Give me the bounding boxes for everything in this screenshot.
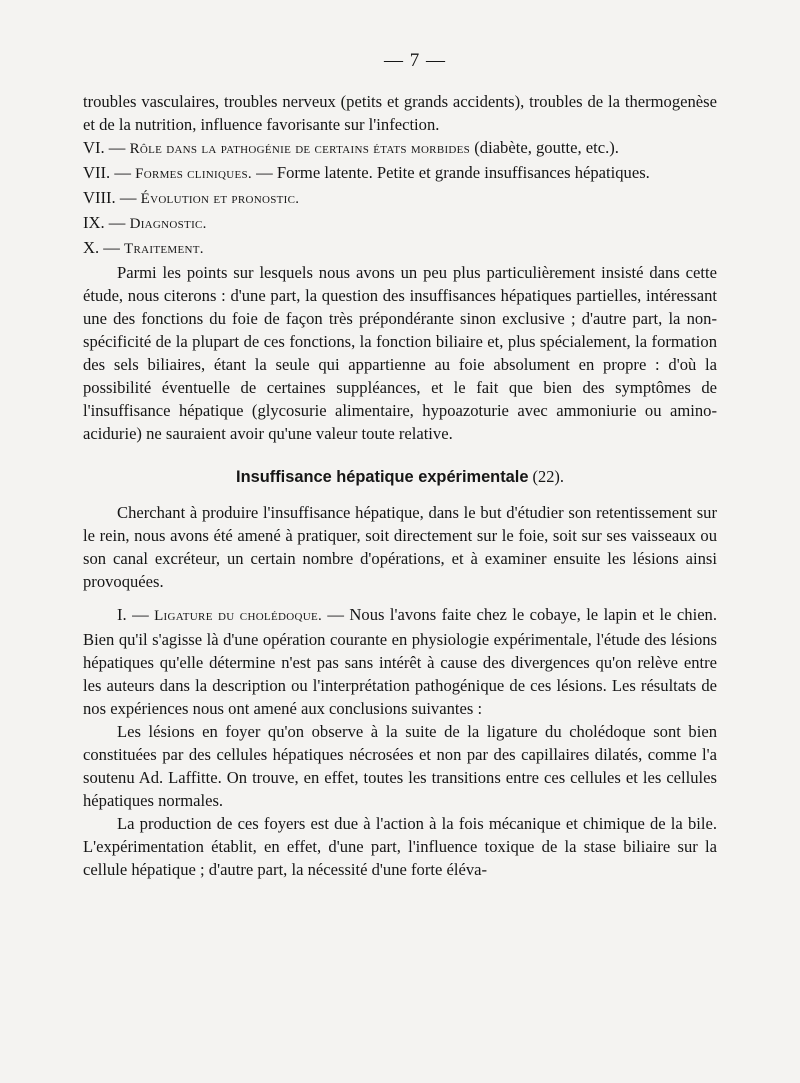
section-paragraph: Cherchant à produire l'insuffisance hépatique, dans le but d'étudier son retentissement sur le rein, nous avons été amené à pratiquer, soit directement sur le foie, soit sur ses vaisseaux ou son canal excréteur, un certain nombre d'opérations, et à examiner ensuite les lésions ainsi provoquées. <box>83 503 717 591</box>
toc-item-viii: VIII. — Évolution et pronostic. <box>83 188 300 207</box>
toc-continuation: troubles vasculaires, troubles nerveux (petits et grands accidents), troubles de la thermogenèse et de la nutrition, influence favorisante sur l'infection. <box>83 92 717 134</box>
ligature-paragraph-2: Les lésions en foyer qu'on observe à la suite de la ligature du cholédoque sont bien constituées par des cellules hépatiques nécrosées et non par des capillaires dilatés, comme l'a soutenu Ad. Laffitte. On trouve, en effet, toutes les transitions entre ces cellules et les cellules hépatiques normales. <box>83 722 717 810</box>
toc-item-vii: VII. — Formes cliniques. — Forme latente. Petite et grande insuffisances hépatiques. <box>83 163 650 182</box>
ligature-paragraph: I. — Ligature du cholédoque. — Nous l'avons faite chez le cobaye, le lapin et le chien. Bien qu'il s'agisse là d'une opération courante en physiologie expérimentale, l'étude des lésions hépatiques qu'elle détermine n'est pas sans intérêt à cause des divergences qu'on relève entre les auteurs dans la description ou l'interprétation pathogénique de ces lésions. Les résultats de nos expériences nous ont amené aux conclusions suivantes : <box>83 605 718 718</box>
intro-paragraph: Parmi les points sur lesquels nous avons un peu plus particulièrement insisté dans cette étude, nous citerons : d'une part, la question des insuffisances hépatiques partielles, intéressant une des fonctions du foie de façon très prépondérante sinon exclusive ; d'autre part, la non-spécificité de la plupart de ces fonctions, la fonction biliaire et, plus spécialement, la formation des sels biliaires, étant la seule qui appartienne au foie absolument en propre : d'où la possibilité éventuelle de certaines suppléances, et le fait que bien des symptômes de l'insuffisance hépatique (glycosurie alimentaire, hypoazoturie avec ammoniurie ou amino-acidurie) ne sauraient avoir qu'une valeur toute relative. <box>83 263 717 443</box>
page-number: — 7 — <box>384 50 446 71</box>
toc-item-vi: VI. — Rôle dans la pathogénie de certains états morbides (diabète, goutte, etc.). <box>83 138 619 157</box>
section-heading: Insuffisance hépatique expérimentale (22). <box>236 467 564 486</box>
toc-item-ix: IX. — Diagnostic. <box>83 213 207 232</box>
page-body <box>83 90 717 881</box>
toc-item-x: X. — Traitement. <box>83 238 204 257</box>
ligature-paragraph-3: La production de ces foyers est due à l'action à la fois mécanique et chimique de la bile. L'expérimentation établit, en effet, d'une part, l'influence toxique de la stase biliaire sur la cellule hépatique ; d'autre part, la nécessité d'une forte éléva- <box>83 814 717 879</box>
